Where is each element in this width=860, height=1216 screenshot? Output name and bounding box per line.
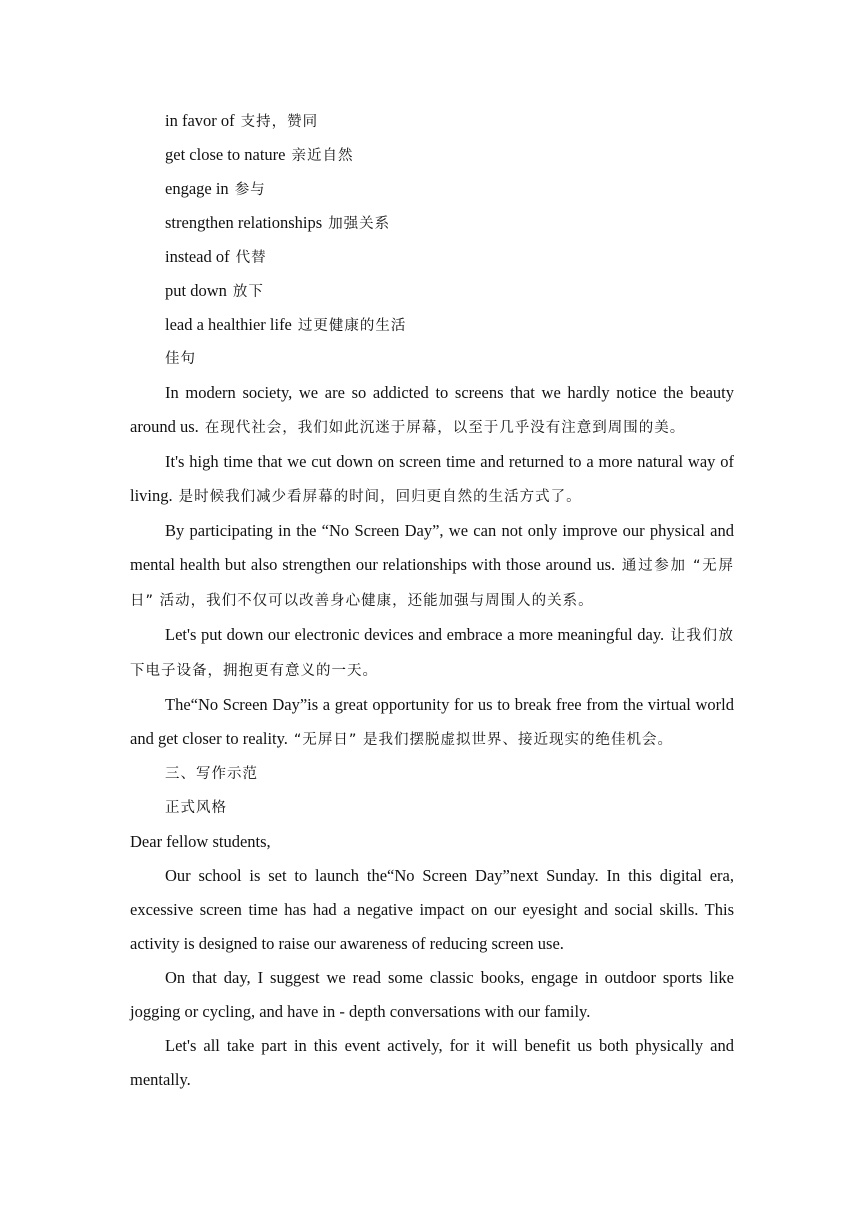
phrase-chinese: 参与 (234, 182, 266, 198)
sentence-chinese: 是时候我们减少看屏幕的时间，回归更自然的生活方式了。 (178, 489, 582, 505)
phrase-item (130, 206, 734, 240)
phrase-item (130, 274, 734, 308)
sentence-chinese: 让我们放下电子设备，拥抱更有意义的一天。 (130, 628, 734, 679)
phrase-english: engage in (165, 179, 229, 198)
style-heading: 正式风格 (165, 800, 227, 816)
sentence-chinese: 通过参加 “无屏日” 活动，我们不仅可以改善身心健康，还能加强与周围人的关系。 (130, 558, 735, 609)
sentence-item (130, 618, 734, 688)
phrase-chinese: 代替 (235, 250, 267, 266)
sentence-english: It's high time that we cut down on screen time and returned to a more natural way of living. (130, 452, 734, 505)
sentence-english: The“No Screen Day”is a great opportunity for us to break free from the virtual world and get closer to reality. (130, 695, 734, 748)
phrase-chinese: 过更健康的生活 (297, 318, 407, 334)
phrase-chinese: 支持，赞同 (240, 114, 319, 130)
phrase-item (130, 138, 734, 172)
document-content (130, 104, 734, 1097)
sentence-chinese: “无屏日” 是我们摆脱虚拟世界、接近现实的绝佳机会。 (293, 732, 674, 748)
phrase-english: strengthen relationships (165, 213, 323, 232)
sentence-english: By participating in the “No Screen Day”, we can not only improve our physical and mental health but also strengthen our relationships with those around us. (130, 521, 734, 574)
letter-paragraph: Let's all take part in this event actively, for it will benefit us both physically and mentally. (130, 1036, 734, 1089)
phrase-english: get close to nature (165, 145, 286, 164)
phrase-item (130, 240, 734, 274)
sentences-heading: 佳句 (165, 351, 196, 367)
phrase-chinese: 亲近自然 (291, 148, 354, 164)
phrase-item (130, 104, 734, 138)
letter-greeting: Dear fellow students, (130, 832, 271, 851)
phrase-chinese: 放下 (232, 284, 264, 300)
sentence-english: Let's put down our electronic devices and embrace a more meaningful day. (165, 625, 665, 644)
section-heading: 三、写作示范 (165, 766, 258, 782)
phrase-item (130, 308, 734, 342)
phrase-item (130, 172, 734, 206)
phrase-english: lead a healthier life (165, 315, 292, 334)
sentence-item (130, 376, 734, 445)
phrase-english: put down (165, 281, 227, 300)
letter-paragraph: On that day, I suggest we read some classic books, engage in outdoor sports like jogging or cycling, and have in - depth conversations with our family. (130, 968, 734, 1021)
sentence-item (130, 688, 734, 757)
letter-paragraph: Our school is set to launch the“No Screen Day”next Sunday. In this digital era, excessive screen time has had a negative impact on our eyesight and social skills. This activity is designed to raise our awareness of reducing screen use. (130, 866, 734, 953)
phrase-chinese: 加强关系 (328, 216, 391, 232)
sentence-english: In modern society, we are so addicted to screens that we hardly notice the beauty around us. (130, 383, 734, 436)
phrase-english: in favor of (165, 111, 235, 130)
sentence-item (130, 514, 734, 618)
sentence-item (130, 445, 734, 514)
sentence-chinese: 在现代社会，我们如此沉迷于屏幕，以至于几乎没有注意到周围的美。 (204, 420, 686, 436)
phrase-english: instead of (165, 247, 230, 266)
